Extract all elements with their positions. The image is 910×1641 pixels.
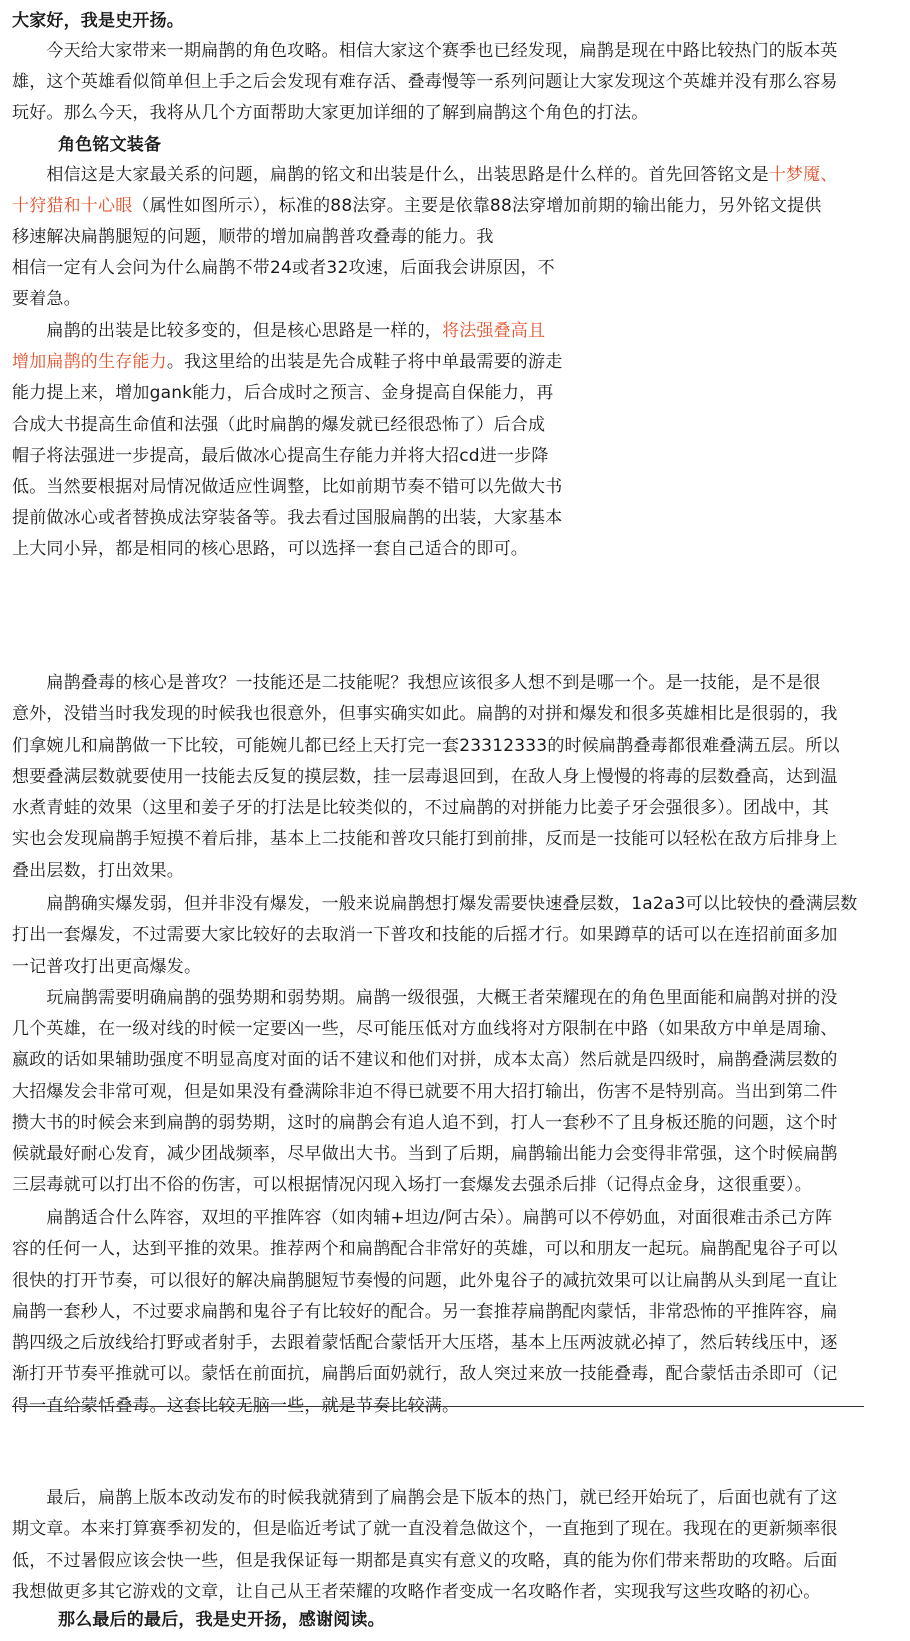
paragraph-line: 实也会发现扁鹊手短摸不着后排，基本上二技能和普攻只能打到前排，反而是一技能可以轻松在敌方后排身上 <box>12 829 838 850</box>
paragraph-line: 很快的打开节奏，可以很好的解决扁鹊腿短节奏慢的问题，此外鬼谷子的减抗效果可以让扁鹊从头到尾一直让 <box>12 1270 838 1291</box>
paragraph-line: 想要叠满层数就要使用一技能去反复的摸层数，挂一层毒退回到，在敌人身上慢慢的将毒的层数叠高，达到温 <box>12 766 838 787</box>
paragraph-line: 期文章。本来打算赛季初发的，但是临近考试了就一直没着急做这个，一直拖到了现在。我现在的更新频率很 <box>12 1519 838 1540</box>
paragraph-line <box>12 347 562 378</box>
section-heading: 角色铭文装备 <box>58 135 162 155</box>
paragraph-line: 渐打开节奏平推就可以。蒙恬在前面抗，扁鹊后面奶就行，敌人突过来放一技能叠毒，配合蒙恬击杀即可（记 <box>12 1364 838 1385</box>
paragraph-intro <box>12 36 838 130</box>
paragraph-line <box>12 191 838 222</box>
paragraph-line: 扁鹊确实爆发弱，但并非没有爆发，一般来说扁鹊想打爆发需要快速叠层数，1a2a3可以比较快的叠满层数 <box>12 894 858 914</box>
paragraph-line: 一记普攻打出更高爆发。 <box>12 956 202 977</box>
paragraph-line: 鹊四级之后放线给打野或者射手，去跟着蒙恬配合蒙恬开大压塔，基本上压两波就必掉了，然后转线压中，逐 <box>12 1333 838 1354</box>
paragraph-line: 容的任何一人，达到平推的效果。推荐两个和扁鹊配合非常好的英雄，可以和朋友一起玩。扁鹊配鬼谷子可以 <box>12 1239 838 1260</box>
closing-line: 那么最后的最后，我是史开扬，感谢阅读。 <box>58 1610 385 1630</box>
highlight-text: 十狩猎和十心眼 <box>12 196 133 216</box>
text-run: 相信这是大家最关系的问题，扁鹊的铭文和出装是什么，出装思路是什么样的。首先回答铭文是 <box>12 165 769 185</box>
highlight-text: 十梦魇、 <box>768 165 838 185</box>
paragraph-line: 扁鹊叠毒的核心是普攻？一技能还是二技能呢？我想应该很多人想不到是哪一个。是一技能，是不是很 <box>12 673 821 693</box>
paragraph-line: 上大同小异，都是相同的核心思路，可以选择一套自己适合的即可。 <box>12 539 528 560</box>
paragraph-line: 帽子将法强进一步提高，最后做冰心提高生存能力并将大招cd进一步降 <box>12 445 549 466</box>
paragraph-team-composition <box>12 1203 838 1422</box>
paragraph-line: 低，不过暑假应该会快一些，但是我保证每一期都是真实有意义的攻略，真的能为你们带来帮助的攻略。后面 <box>12 1550 838 1571</box>
paragraph-burst <box>12 889 857 983</box>
paragraph-line: 意外，没错当时我发现的时候我也很意外，但事实确实如此。扁鹊的对拼和爆发和很多英雄相比是很弱的，我 <box>12 704 838 725</box>
text-run: 扁鹊的出装是比较多变的，但是核心思路是一样的， <box>12 321 442 341</box>
paragraph-line: 低。当然要根据对局情况做适应性调整，比如前期节奏不错可以先做大书 <box>12 477 563 498</box>
paragraph-runes <box>12 160 838 315</box>
paragraph-line: 得一直给蒙恬叠毒。这套比较无脑一些，就是节奏比较满。 <box>12 1395 460 1416</box>
paragraph-line: 能力提上来，增加gank能力，后合成时之预言、金身提高自保能力，再 <box>12 383 554 404</box>
highlight-text: 将法强叠高且 <box>442 321 546 341</box>
paragraph-line: 大招爆发会非常可观，但是如果没有叠满除非迫不得已就要不用大招打输出，伤害不是特别高。当出到第二件 <box>12 1081 838 1102</box>
paragraph-line: 雄，这个英雄看似简单但上手之后会发现有难存活、叠毒慢等一系列问题让大家发现这个英雄并没有那么容易 <box>12 72 838 93</box>
paragraph-line: 攒大书的时候会来到扁鹊的弱势期，这时的扁鹊会有追人追不到，打人一套秒不了且身板还脆的问题，这个时 <box>12 1112 838 1133</box>
paragraph-line: 候就最好耐心发育，减少团战频率，尽早做出大书。当到了后期，扁鹊输出能力会变得非常强，这个时候扁鹊 <box>12 1144 838 1165</box>
paragraph-build <box>12 316 562 566</box>
paragraph-line: 今天给大家带来一期扁鹊的角色攻略。相信大家这个赛季也已经发现，扁鹊是现在中路比较热门的版本英 <box>12 41 838 61</box>
paragraph-line: 玩扁鹊需要明确扁鹊的强势期和弱势期。扁鹊一级很强，大概王者荣耀现在的角色里面能和扁鹊对拼的没 <box>12 988 838 1008</box>
highlight-text: 增加扁鹊的生存能力 <box>12 352 167 373</box>
paragraph-line: 相信一定有人会问为什么扁鹊不带24或者32攻速，后面我会讲原因，不 <box>12 258 555 278</box>
paragraph-line: 合成大书提高生命值和法强（此时扁鹊的爆发就已经很恐怖了）后合成 <box>12 414 546 435</box>
paragraph-line: 移速解决扁鹊腿短的问题，顺带的增加扁鹊普攻叠毒的能力。我 <box>12 227 494 247</box>
paragraph-line: 打出一套爆发，不过需要大家比较好的去取消一下普攻和技能的后摇才行。如果蹲草的话可以在连招前面多加 <box>12 925 838 946</box>
paragraph-line: 嬴政的话如果辅助强度不明显高度对面的话不建议和他们对拼，成本太高）然后就是四级时，扁鹊叠满层数的 <box>12 1050 838 1071</box>
article-greeting-title: 大家好，我是史开扬。 <box>12 11 184 31</box>
paragraph-poison-stacking <box>12 668 840 887</box>
paragraph-line: 几个英雄，在一级对线的时候一定要凶一些，尽可能压低对方血线将对方限制在中路（如果敌方中单是周瑜、 <box>12 1019 838 1040</box>
paragraph-line: 水煮青蛙的效果（这里和姜子牙的打法是比较类似的，不过扁鹊的对拼能力比姜子牙会强很多）。团战中，其 <box>12 798 830 819</box>
text-run: 。我这里给的出装是先合成鞋子将中单最需要的游走 <box>166 352 563 373</box>
paragraph-line <box>12 316 562 347</box>
paragraph-line: 要着急。 <box>12 289 81 309</box>
paragraph-final <box>12 1483 838 1608</box>
paragraph-line: 扁鹊适合什么阵容，双坦的平推阵容（如肉辅+坦边/阿古朵）。扁鹊可以不停奶血，对面很难击杀己方阵 <box>12 1208 833 1228</box>
text-run: （属性如图所示），标准的88法穿。主要是依靠88法穿增加前期的输出能力，另外铭文提供 <box>132 196 822 216</box>
paragraph-line: 提前做冰心或者替换成法穿装备等。我去看过国服扁鹊的出装，大家基本 <box>12 508 563 529</box>
paragraph-line: 最后，扁鹊上版本改动发布的时候我就猜到了扁鹊会是下版本的热门，就已经开始玩了，后面也就有了这 <box>12 1488 838 1508</box>
paragraph-line: 扁鹊一套秒人，不过要求扁鹊和鬼谷子有比较好的配合。另一套推荐扁鹊配肉蒙恬，非常恐怖的平推阵容，扁 <box>12 1301 838 1322</box>
paragraph-line: 三层毒就可以打出不俗的伤害，可以根据情况闪现入场打一套爆发去强杀后排（记得点金身，这很重要）。 <box>12 1175 812 1196</box>
paragraph-line: 玩好。那么今天，我将从几个方面帮助大家更加详细的了解到扁鹊这个角色的打法。 <box>12 103 649 124</box>
paragraph-line: 们拿婉儿和扁鹊做一下比较，可能婉儿都已经上天打完一套23312333的时候扁鹊叠毒都很难叠满五层。所以 <box>12 735 840 756</box>
horizontal-divider <box>12 1406 864 1407</box>
paragraph-line: 我想做更多其它游戏的文章，让自己从王者荣耀的攻略作者变成一名攻略作者，实现我写这些攻略的初心。 <box>12 1581 821 1602</box>
paragraph-line: 叠出层数，打出效果。 <box>12 860 184 881</box>
paragraph-line <box>12 160 838 191</box>
paragraph-power-phases <box>12 983 838 1201</box>
